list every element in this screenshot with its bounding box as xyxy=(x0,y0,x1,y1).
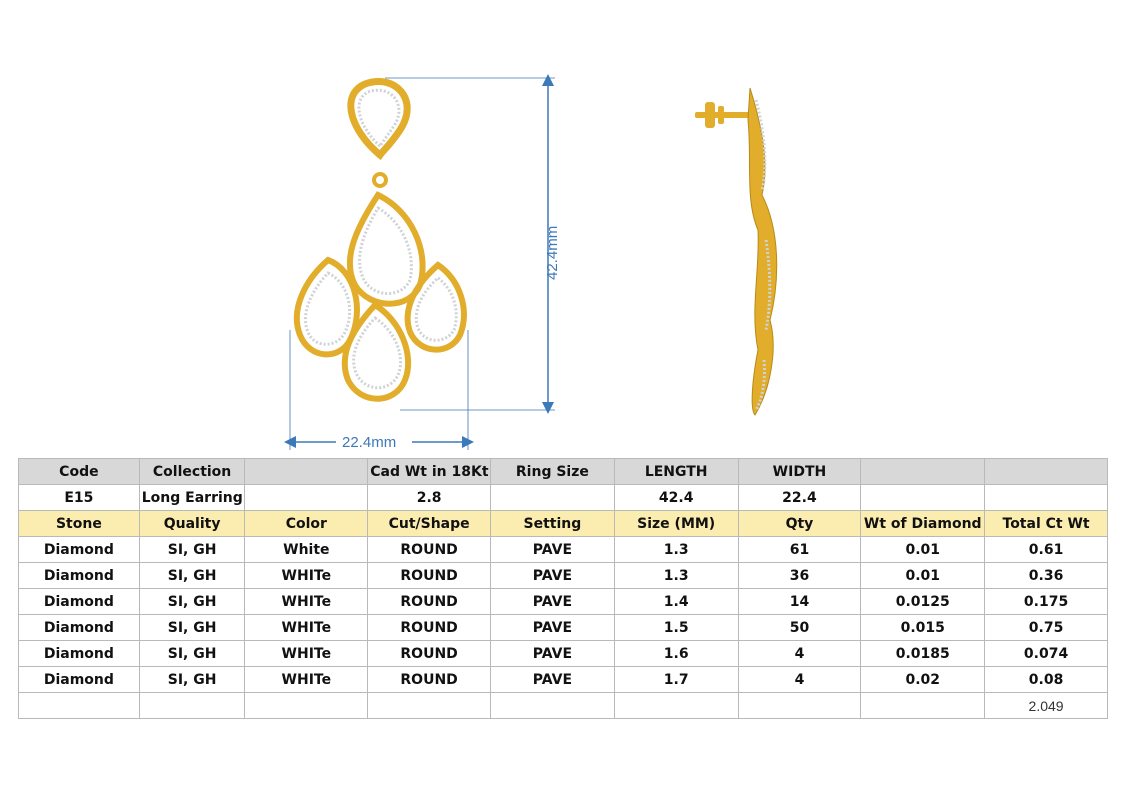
table-cell: Diamond xyxy=(19,667,140,693)
table-cell: Diamond xyxy=(19,641,140,667)
table-cell: E15 xyxy=(19,485,140,511)
table-cell: WHITe xyxy=(245,589,368,615)
table-cell: PAVE xyxy=(491,615,615,641)
table-cell: 1.4 xyxy=(614,589,738,615)
table-cell: ROUND xyxy=(368,641,491,667)
table-cell: Ring Size xyxy=(491,459,615,485)
table-cell: Stone xyxy=(19,511,140,537)
table-cell: PAVE xyxy=(491,537,615,563)
table-cell: 0.36 xyxy=(985,563,1108,589)
table-cell: Setting xyxy=(491,511,615,537)
table-cell: 42.4 xyxy=(614,485,738,511)
table-cell: 1.5 xyxy=(614,615,738,641)
table-cell: Qty xyxy=(738,511,861,537)
stone-header-row xyxy=(19,511,1108,537)
table-cell: 0.175 xyxy=(985,589,1108,615)
table-cell: 22.4 xyxy=(738,485,861,511)
table-cell: Total Ct Wt xyxy=(985,511,1108,537)
total-row xyxy=(19,693,1108,719)
earring-post-and-back xyxy=(695,102,750,128)
table-cell: SI, GH xyxy=(139,563,245,589)
table-cell: Code xyxy=(19,459,140,485)
table-cell xyxy=(19,693,140,719)
table-cell xyxy=(614,693,738,719)
table-cell: SI, GH xyxy=(139,615,245,641)
table-cell: Diamond xyxy=(19,589,140,615)
earring-pave-stones xyxy=(305,208,456,388)
table-cell: White xyxy=(245,537,368,563)
product-info-row xyxy=(19,485,1108,511)
table-cell: 0.75 xyxy=(985,615,1108,641)
table-cell: ROUND xyxy=(368,615,491,641)
table-cell xyxy=(861,485,985,511)
table-cell: Diamond xyxy=(19,615,140,641)
earring-side-view xyxy=(690,80,790,425)
table-cell xyxy=(738,693,861,719)
table-cell: WHITe xyxy=(245,615,368,641)
earring-paisley-cluster xyxy=(297,195,464,399)
stone-row xyxy=(19,667,1108,693)
table-cell: 36 xyxy=(738,563,861,589)
table-cell: PAVE xyxy=(491,589,615,615)
table-cell: WIDTH xyxy=(738,459,861,485)
table-cell: Long Earring xyxy=(139,485,245,511)
total-ct-wt: 2.049 xyxy=(985,693,1108,719)
width-dimension-label: 22.4mm xyxy=(342,434,397,451)
table-cell: SI, GH xyxy=(139,641,245,667)
table-cell: 0.08 xyxy=(985,667,1108,693)
table-cell: PAVE xyxy=(491,563,615,589)
table-cell xyxy=(368,693,491,719)
table-cell: SI, GH xyxy=(139,667,245,693)
table-cell: Diamond xyxy=(19,563,140,589)
table-cell: Diamond xyxy=(19,537,140,563)
table-cell: 0.61 xyxy=(985,537,1108,563)
table-cell: 0.01 xyxy=(861,537,985,563)
table-cell: ROUND xyxy=(368,563,491,589)
table-cell: ROUND xyxy=(368,537,491,563)
table-cell: 4 xyxy=(738,641,861,667)
table-cell: 0.02 xyxy=(861,667,985,693)
table-cell: 14 xyxy=(738,589,861,615)
table-cell: 2.8 xyxy=(368,485,491,511)
table-cell xyxy=(139,693,245,719)
table-cell: 0.01 xyxy=(861,563,985,589)
table-cell: 0.074 xyxy=(985,641,1108,667)
earring-front-view xyxy=(270,70,570,455)
table-cell: Size (MM) xyxy=(614,511,738,537)
table-cell: WHITe xyxy=(245,563,368,589)
table-cell xyxy=(861,459,985,485)
table-cell: ROUND xyxy=(368,589,491,615)
table-cell xyxy=(245,485,368,511)
table-cell xyxy=(861,693,985,719)
table-cell: SI, GH xyxy=(139,537,245,563)
table-cell: 50 xyxy=(738,615,861,641)
spec-table xyxy=(18,458,1108,719)
table-cell xyxy=(245,459,368,485)
table-cell: Wt of Diamond xyxy=(861,511,985,537)
table-cell: PAVE xyxy=(491,641,615,667)
table-cell: 1.3 xyxy=(614,537,738,563)
table-cell xyxy=(491,693,615,719)
table-cell: Cut/Shape xyxy=(368,511,491,537)
table-cell: 61 xyxy=(738,537,861,563)
table-cell: 0.015 xyxy=(861,615,985,641)
table-cell: 1.3 xyxy=(614,563,738,589)
stone-row xyxy=(19,589,1108,615)
table-cell xyxy=(245,693,368,719)
table-cell: 0.0125 xyxy=(861,589,985,615)
table-cell: Color xyxy=(245,511,368,537)
table-cell: SI, GH xyxy=(139,589,245,615)
table-cell: 4 xyxy=(738,667,861,693)
table-cell: LENGTH xyxy=(614,459,738,485)
table-cell: 1.6 xyxy=(614,641,738,667)
table-cell: WHITe xyxy=(245,667,368,693)
stone-row xyxy=(19,563,1108,589)
table-cell xyxy=(985,459,1108,485)
table-cell: ROUND xyxy=(368,667,491,693)
table-cell xyxy=(985,485,1108,511)
table-cell: Quality xyxy=(139,511,245,537)
stone-row xyxy=(19,641,1108,667)
stone-row xyxy=(19,537,1108,563)
table-cell: 0.0185 xyxy=(861,641,985,667)
product-header-row xyxy=(19,459,1108,485)
table-cell: Collection xyxy=(139,459,245,485)
earring-jump-ring xyxy=(374,174,386,186)
stone-row xyxy=(19,615,1108,641)
table-cell: WHITe xyxy=(245,641,368,667)
table-cell: Cad Wt in 18Kt xyxy=(368,459,491,485)
table-cell xyxy=(491,485,615,511)
table-cell: PAVE xyxy=(491,667,615,693)
table-cell: 1.7 xyxy=(614,667,738,693)
height-dimension-label: 42.4mm xyxy=(544,225,561,280)
